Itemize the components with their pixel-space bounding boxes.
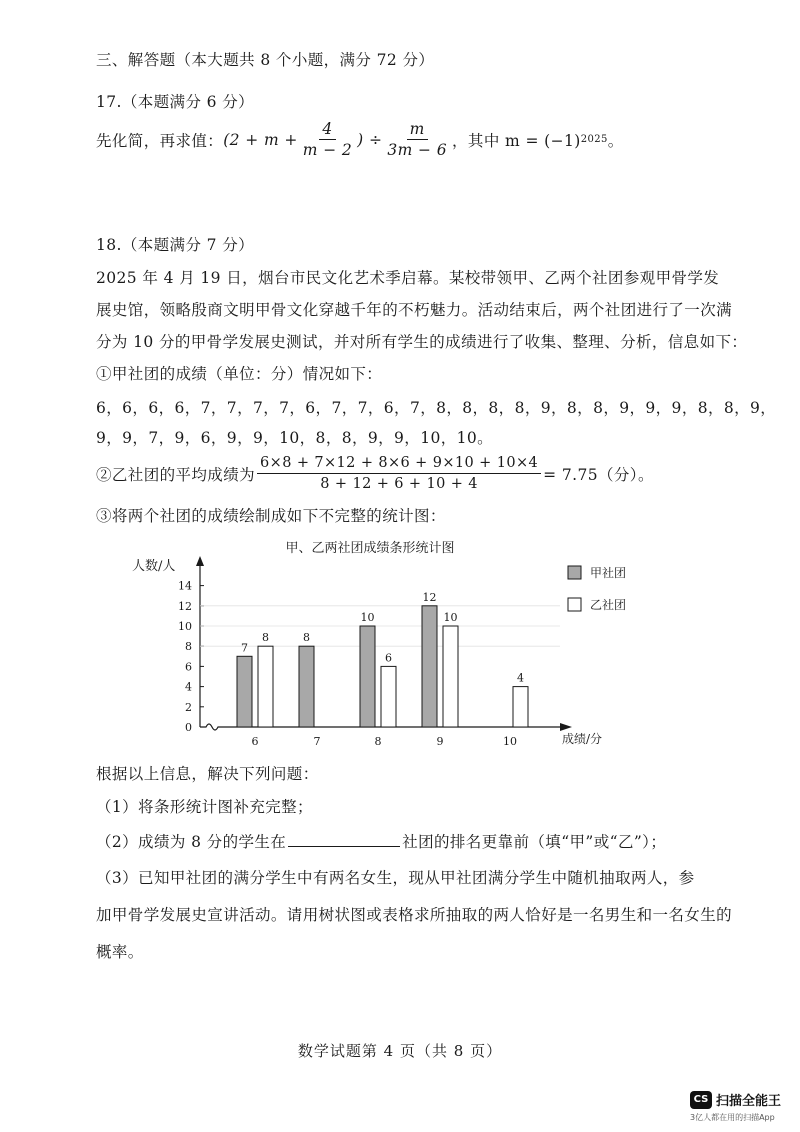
y-tick-label: 4 xyxy=(185,680,192,694)
q18-sub-2 xyxy=(96,830,666,852)
q18-item-3-title: ③将两个社团的成绩绘制成如下不完整的统计图： xyxy=(96,507,446,525)
bar-yi xyxy=(513,687,528,727)
q17-body xyxy=(96,120,624,159)
q18-mean-numerator: 6×8 + 7×12 + 8×6 + 9×10 + 10×4 xyxy=(257,454,541,474)
bar-value-label: 8 xyxy=(303,631,310,645)
bar-value-label: 8 xyxy=(262,631,269,645)
y-tick-label: 12 xyxy=(178,599,192,613)
y-tick-label: 0 xyxy=(185,721,192,734)
brand-tagline: 3亿人都在用的扫描App xyxy=(690,1113,775,1122)
legend-label: 甲社团 xyxy=(590,566,627,580)
q17-text-before: 先化简，再求值： xyxy=(96,131,224,150)
y-tick-label: 2 xyxy=(185,700,192,714)
brand-name: 扫描全能王 xyxy=(716,1094,782,1109)
chart-title: 甲、乙两社团成绩条形统计图 xyxy=(285,541,455,556)
scanner-watermark xyxy=(690,1090,781,1109)
q18-item-2 xyxy=(96,454,654,493)
legend-label: 乙社团 xyxy=(590,598,627,612)
q18-item-1-title: ①甲社团的成绩（单位：分）情况如下： xyxy=(96,365,383,383)
bar-chart xyxy=(120,530,640,760)
axis-break-mark xyxy=(200,724,220,730)
x-tick-label: 8 xyxy=(374,735,382,748)
bar-value-label: 12 xyxy=(422,590,437,604)
x-tick-label: 9 xyxy=(436,735,444,748)
q17-expr-close: ) ÷ xyxy=(357,130,383,149)
answer-blank[interactable] xyxy=(288,832,400,847)
bar-yi xyxy=(381,666,396,727)
section-heading: 三、解答题（本大题共 8 个小题，满分 72 分） xyxy=(96,51,435,69)
q17-fraction-2 xyxy=(384,120,450,159)
bar-jia xyxy=(237,656,252,727)
q18-mean-fraction xyxy=(257,454,541,493)
bar-value-label: 4 xyxy=(517,671,524,685)
legend-swatch xyxy=(568,566,581,579)
x-tick-label: 6 xyxy=(251,735,259,748)
q18-sub-3-line-3: 概率。 xyxy=(96,943,144,961)
q18-item-2-after: = 7.75（分）。 xyxy=(543,465,654,484)
q17-frac2-denominator: 3m − 6 xyxy=(387,141,448,159)
q17-label: 17.（本题满分 6 分） xyxy=(96,93,255,111)
x-tick-label: 10 xyxy=(503,735,517,748)
bar-jia xyxy=(360,626,375,727)
bar-value-label: 10 xyxy=(360,611,375,624)
q18-scores-line-2: 9，9，7，9，6，9，9，10，8，8，9，9，10，10。 xyxy=(96,429,494,447)
q17-exponent: 2025 xyxy=(580,134,608,145)
page-footer: 数学试题第 4 页（共 8 页） xyxy=(297,1042,503,1060)
q17-frac2-numerator: m xyxy=(407,120,428,140)
legend-swatch xyxy=(568,598,581,611)
y-tick-label: 10 xyxy=(178,620,192,633)
x-axis-arrow xyxy=(560,723,572,731)
q18-mean-denominator: 8 + 12 + 6 + 10 + 4 xyxy=(320,476,478,492)
x-tick-label: 7 xyxy=(313,735,321,748)
q17-text-after: ，其中 m = (−1) xyxy=(452,131,581,150)
x-axis-label: 成绩/分 xyxy=(561,732,603,746)
brand-logo: CS xyxy=(690,1091,712,1109)
bar-yi xyxy=(258,646,273,727)
q18-label: 18.（本题满分 7 分） xyxy=(96,236,255,254)
q18-para-line-2: 展史馆，领略殷商文明甲骨文化穿越千年的不朽魅力。活动结束后，两个社团进行了一次满 xyxy=(96,301,733,319)
y-tick-label: 8 xyxy=(185,640,192,654)
q17-frac1-numerator: 4 xyxy=(319,120,335,140)
y-tick-label: 6 xyxy=(185,660,192,674)
q18-para-line-1: 2025 年 4 月 19 日，烟台市民文化艺术季启幕。某校带领甲、乙两个社团参观甲骨学发 xyxy=(96,269,720,287)
q18-after-chart: 根据以上信息，解决下列问题： xyxy=(96,765,319,783)
q17-end: 。 xyxy=(607,131,624,150)
bar-yi xyxy=(443,626,458,727)
q18-sub-3-line-2: 加甲骨学发展史宣讲活动。请用树状图或表格求所抽取的两人恰好是一名男生和一名女生的 xyxy=(96,906,733,924)
q18-sub-2-after: 社团的排名更靠前（填“甲”或“乙”）； xyxy=(402,833,667,851)
q18-para-line-3: 分为 10 分的甲骨学发展史测试，并对所有学生的成绩进行了收集、整理、分析，信息如下： xyxy=(96,333,748,351)
y-tick-label: 14 xyxy=(178,579,192,593)
bar-value-label: 10 xyxy=(443,611,458,624)
q18-sub-3-line-1: （3）已知甲社团的满分学生中有两名女生，现从甲社团满分学生中随机抽取两人，参 xyxy=(96,869,695,887)
q18-sub-2-before: （2）成绩为 8 分的学生在 xyxy=(96,833,287,851)
q17-expr-open: (2 + m + xyxy=(223,130,298,149)
bar-jia xyxy=(422,606,437,727)
q18-sub-1: （1）将条形统计图补充完整； xyxy=(96,798,313,816)
y-axis-label: 人数/人 xyxy=(132,559,176,574)
q18-item-2-before: ②乙社团的平均成绩为 xyxy=(96,465,256,484)
bar-jia xyxy=(299,646,314,727)
q18-scores-line-1: 6，6，6，6，7，7，7，7，6，7，7，6，7，8，8，8，8，9，8，8，9，9，9，8，8，9， xyxy=(96,399,777,417)
bar-value-label: 7 xyxy=(241,641,248,655)
q17-frac1-denominator: m − 2 xyxy=(302,141,353,159)
bar-value-label: 6 xyxy=(385,651,392,665)
y-axis-arrow xyxy=(196,556,204,566)
q17-fraction-1 xyxy=(300,120,355,159)
